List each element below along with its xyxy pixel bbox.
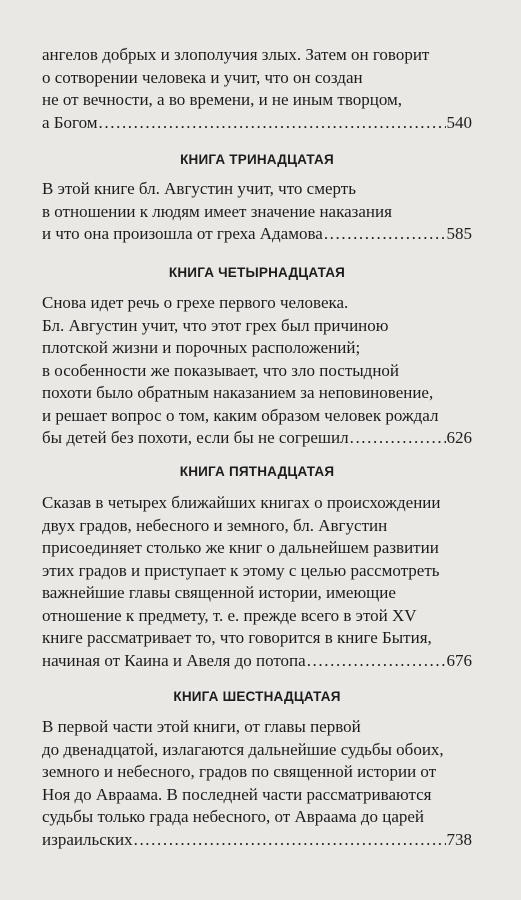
toc-entry-book-14 bbox=[42, 292, 472, 450]
entry-text-line: Ноя до Авраама. В последней части рассматриваются bbox=[42, 784, 432, 804]
book-heading-15: КНИГА ПЯТНАДЦАТАЯ bbox=[179, 464, 335, 479]
entry-text-line: в особенности же показывает, что зло постыдной bbox=[42, 360, 400, 380]
entry-text-line: двух градов, небесного и земного, бл. Августин bbox=[42, 515, 388, 535]
dot-leader bbox=[99, 112, 446, 135]
toc-entry-book-16 bbox=[42, 716, 472, 851]
entry-text-line: в отношении к людям имеет значение наказания bbox=[42, 201, 392, 221]
entry-text-line: Бл. Августин учит, что этот грех был причиною bbox=[42, 315, 389, 335]
entry-last-line bbox=[42, 112, 472, 135]
entry-text-line: и что она произошла от греха Адамова bbox=[42, 224, 323, 243]
entry-text-line: израильских bbox=[42, 829, 133, 849]
toc-entry-book-13 bbox=[42, 178, 472, 246]
dot-leader bbox=[350, 427, 446, 450]
dot-leader bbox=[134, 829, 446, 852]
book-heading-14: КНИГА ЧЕТЫРНАДЦАТАЯ bbox=[168, 265, 346, 280]
page-number: 585 bbox=[446, 224, 472, 243]
entry-text-line: этих градов и приступает к этому с целью рассмотреть bbox=[42, 560, 440, 580]
entry-text-line: важнейшие главы священной истории, имеющие bbox=[42, 583, 396, 602]
page-number: 626 bbox=[446, 428, 472, 447]
dot-leader bbox=[324, 223, 446, 246]
entry-text-line: до двенадцатой, излагаются дальнейшие судьбы обоих, bbox=[42, 739, 444, 759]
toc-entry-continuation bbox=[42, 44, 472, 134]
page-number: 676 bbox=[446, 650, 472, 670]
entry-text-line: не от вечности, а во времени, и не иным творцом, bbox=[42, 90, 403, 109]
entry-text-line: земного и небесного, градов по священной истории от bbox=[42, 762, 437, 781]
entry-text-line: ангелов добрых и злополучия злых. Затем он говорит bbox=[42, 45, 430, 64]
entry-text-line: и решает вопрос о том, каким образом человек рождал bbox=[42, 405, 439, 425]
entry-text-line: отношение к предмету, т. е. прежде всего в этой XV bbox=[42, 605, 417, 625]
entry-text-line: книге рассматривает то, что говорится в книге Бытия, bbox=[42, 628, 432, 647]
toc-entry-book-15 bbox=[42, 492, 472, 672]
entry-text-line: плотской жизни и порочных расположений; bbox=[42, 338, 361, 357]
entry-last-line bbox=[42, 223, 472, 246]
book-heading-13: КНИГА ТРИНАДЦАТАЯ bbox=[180, 152, 334, 167]
entry-text-line: начиная от Каина и Авеля до потопа bbox=[42, 650, 306, 670]
entry-last-line bbox=[42, 427, 472, 450]
entry-text-line: В первой части этой книги, от главы первой bbox=[42, 717, 361, 736]
book-heading-16: КНИГА ШЕСТНАДЦАТАЯ bbox=[173, 689, 341, 704]
entry-last-line bbox=[42, 650, 472, 673]
entry-text-line: бы детей без похоти, если бы не согрешил bbox=[42, 428, 349, 447]
entry-text-line: присоединяет столько же книг о дальнейшем развитии bbox=[42, 538, 439, 557]
entry-text-line: Снова идет речь о грехе первого человека. bbox=[42, 293, 349, 312]
dot-leader bbox=[307, 650, 446, 673]
entry-text-line: судьбы только града небесного, от Авраама до царей bbox=[42, 807, 425, 826]
entry-text-line: о сотворении человека и учит, что он создан bbox=[42, 67, 363, 87]
entry-text-line: В этой книге бл. Августин учит, что смерть bbox=[42, 179, 356, 198]
entry-text-line: а Богом bbox=[42, 112, 98, 132]
page-number: 738 bbox=[446, 829, 472, 849]
entry-last-line bbox=[42, 829, 472, 852]
entry-text-line: похоти было обратным наказанием за неповиновение, bbox=[42, 383, 434, 402]
page-number: 540 bbox=[446, 112, 472, 132]
entry-text-line: Сказав в четырех ближайших книгах о происхождении bbox=[42, 493, 441, 512]
